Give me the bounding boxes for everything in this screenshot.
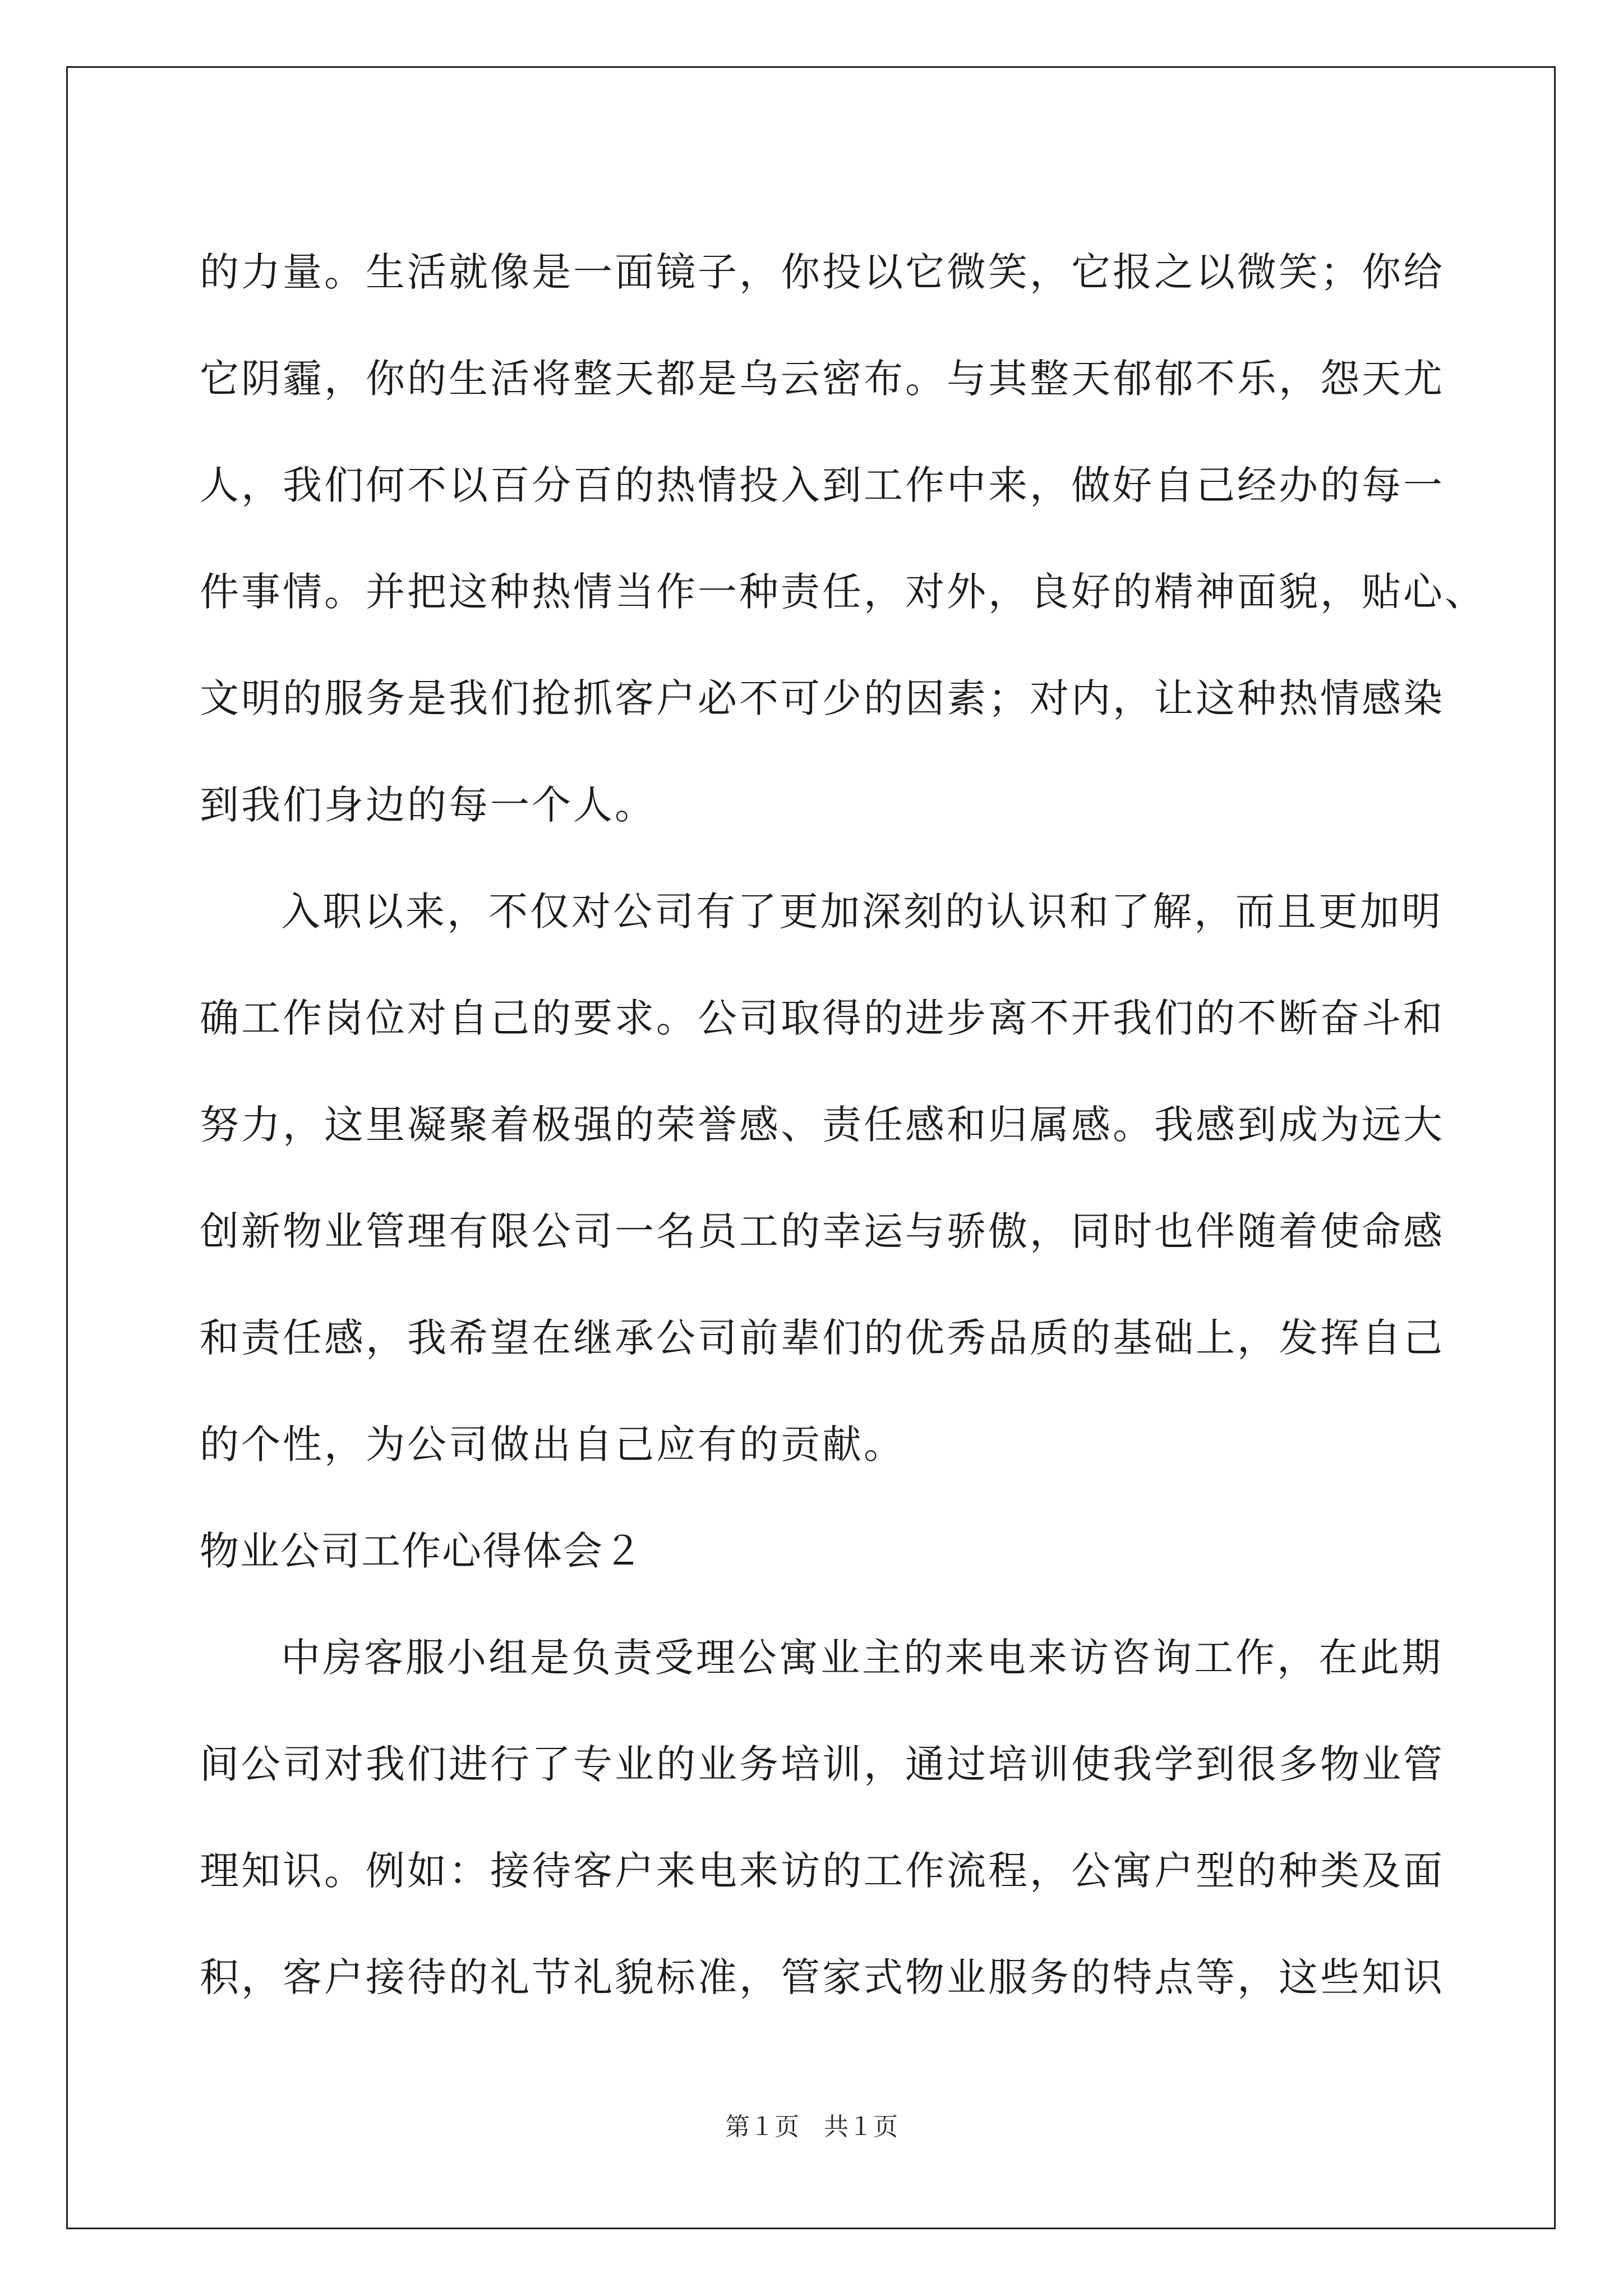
- paragraph-line: 中房客服小组是负责受理公寓业主的来电来访咨询工作，在此期: [281, 1635, 1443, 1681]
- document-body: [200, 219, 1486, 2031]
- section-heading: 物业公司工作心得体会２: [200, 1528, 644, 1574]
- paragraph-line: 件事情。并把这种热情当作一种责任，对外，良好的精神面貌，贴心、: [200, 569, 1486, 615]
- paragraph-line: 努力，这里凝聚着极强的荣誉感、责任感和归属感。我感到成为远大: [200, 1102, 1445, 1148]
- paragraph-line: 的个性，为公司做出自己应有的贡献。: [200, 1421, 905, 1467]
- paragraph-line: 确工作岗位对自己的要求。公司取得的进步离不开我们的不断奋斗和: [200, 995, 1445, 1041]
- paragraph-line: 和责任感，我希望在继承公司前辈们的优秀品质的基础上，发挥自己: [200, 1315, 1445, 1361]
- paragraph-line: 它阴霾，你的生活将整天都是乌云密布。与其整天郁郁不乐，怨天尤: [200, 356, 1445, 402]
- paragraph-line: 理知识。例如：接待客户来电来访的工作流程，公寓户型的种类及面: [200, 1848, 1445, 1894]
- paragraph-line: 人，我们何不以百分百的热情投入到工作中来，做好自己经办的每一: [200, 462, 1445, 508]
- paragraph-line: 创新物业管理有限公司一名员工的幸运与骄傲，同时也伴随着使命感: [200, 1208, 1445, 1254]
- paragraph-line: 积，客户接待的礼节礼貌标准，管家式物业服务的特点等，这些知识: [200, 1954, 1445, 2000]
- page-footer: 第１页 共１页: [725, 2113, 898, 2141]
- paragraph-line: 入职以来，不仅对公司有了更加深刻的认识和了解，而且更加明: [281, 889, 1443, 935]
- paragraph-line: 的力量。生活就像是一面镜子，你投以它微笑，它报之以微笑；你给: [200, 249, 1445, 295]
- paragraph-line: 文明的服务是我们抢抓客户必不可少的因素；对内，让这种热情感染: [200, 675, 1445, 721]
- paragraph-line: 到我们身边的每一个人。: [200, 782, 656, 828]
- paragraph-line: 间公司对我们进行了专业的业务培训，通过培训使我学到很多物业管: [200, 1741, 1445, 1787]
